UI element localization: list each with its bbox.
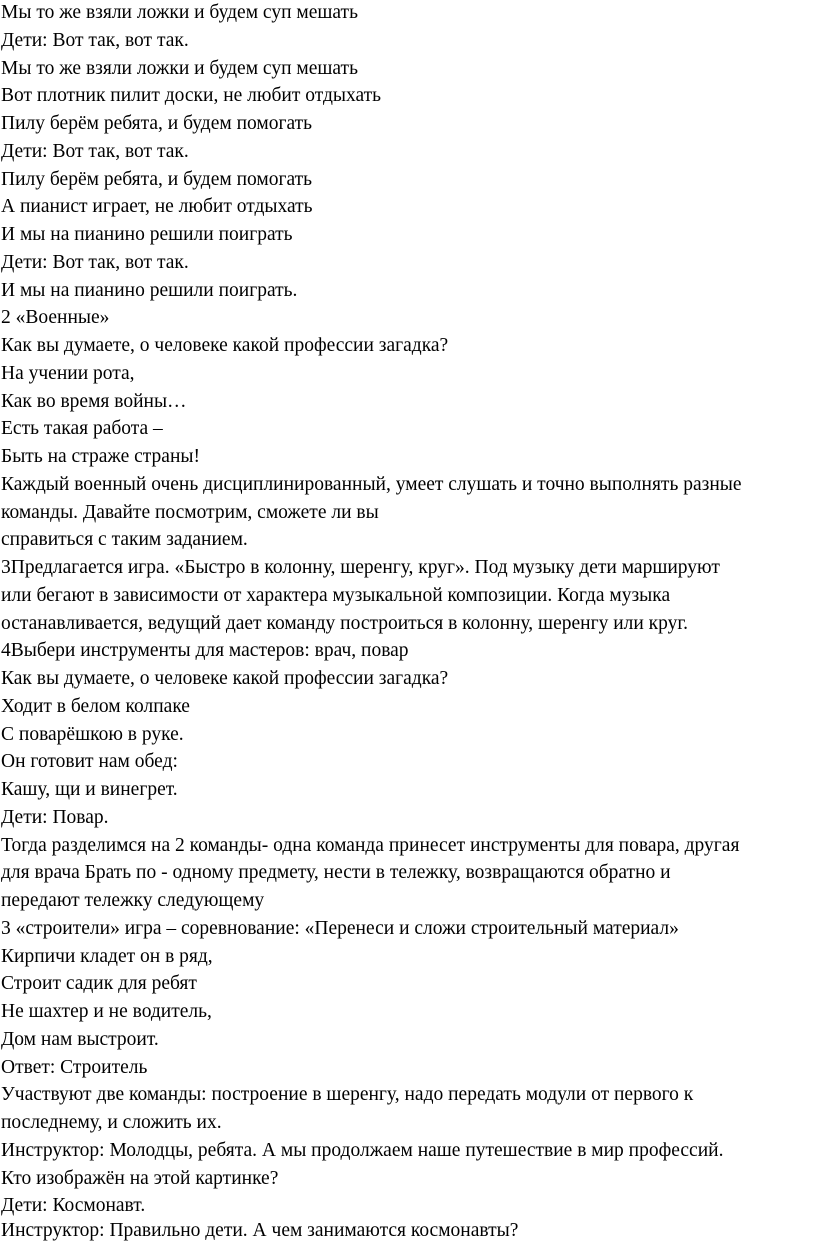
text-line: Дом нам выстроит. <box>1 1029 159 1050</box>
text-line: А пианист играет, не любит отдыхать <box>1 196 313 217</box>
text-line: Ходит в белом колпаке <box>1 696 190 717</box>
text-line: Как вы думаете, о человеке какой профессии загадка? <box>1 335 449 356</box>
text-line: Пилу берём ребята, и будем помогать <box>1 113 313 134</box>
text-line: команды. Давайте посмотрим, сможете ли вы <box>1 502 379 523</box>
text-line: Мы то же взяли ложки и будем суп мешать <box>1 2 358 23</box>
text-line: Дети: Вот так, вот так. <box>1 30 189 51</box>
text-line: Кашу, щи и винегрет. <box>1 779 178 800</box>
text-line: 4Выбери инструменты для мастеров: врач, повар <box>1 640 409 661</box>
text-line: Дети: Космонавт. <box>1 1195 146 1216</box>
text-line: Кто изображён на этой картинке? <box>1 1168 279 1189</box>
text-line: И мы на пианино решили поиграть <box>1 224 293 245</box>
text-line: Инструктор: Правильно дети. А чем занимаются космонавты? <box>1 1220 519 1241</box>
text-line: Строит садик для ребят <box>1 973 197 994</box>
text-line: И мы на пианино решили поиграть. <box>1 280 298 301</box>
text-line: Вот плотник пилит доски, не любит отдыхать <box>1 85 382 106</box>
text-line: Мы то же взяли ложки и будем суп мешать <box>1 58 358 79</box>
text-line: последнему, и сложить их. <box>1 1112 222 1133</box>
section-heading: 3 «строители» игра – соревнование: «Перенеси и сложи строительный материал» <box>1 918 679 939</box>
text-line: Пилу берём ребята, и будем помогать <box>1 169 313 190</box>
text-line: Кирпичи кладет он в ряд, <box>1 946 213 967</box>
text-line: Как вы думаете, о человеке какой профессии загадка? <box>1 668 449 689</box>
text-line: Дети: Вот так, вот так. <box>1 141 189 162</box>
text-line: Каждый военный очень дисциплинированный, умеет слушать и точно выполнять разные <box>1 474 742 495</box>
text-line: Инструктор: Молодцы, ребята. А мы продолжаем наше путешествие в мир профессий. <box>1 1140 724 1161</box>
text-line: Не шахтер и не водитель, <box>1 1001 212 1022</box>
text-line: Тогда разделимся на 2 команды- одна команда принесет инструменты для повара, другая <box>1 835 740 856</box>
text-line: останавливается, ведущий дает команду построиться в колонну, шеренгу или круг. <box>1 613 689 634</box>
text-line: На учении рота, <box>1 363 135 384</box>
text-line: С поварёшкою в руке. <box>1 724 184 745</box>
section-heading: 2 «Военные» <box>1 307 110 328</box>
text-line: или бегают в зависимости от характера музыкальной композиции. Когда музыка <box>1 585 671 606</box>
text-line: Участвуют две команды: построение в шеренгу, надо передать модули от первого к <box>1 1084 694 1105</box>
text-line: Быть на страже страны! <box>1 446 200 467</box>
text-line: для врача Брать по - одному предмету, нести в тележку, возвращаются обратно и <box>1 862 671 883</box>
text-line: Ответ: Строитель <box>1 1057 148 1078</box>
text-line: Он готовит нам обед: <box>1 751 178 772</box>
text-line: справиться с таким заданием. <box>1 529 248 550</box>
text-line: Дети: Повар. <box>1 807 109 828</box>
text-line: передают тележку следующему <box>1 890 265 911</box>
text-line: Есть такая работа – <box>1 418 163 439</box>
text-line: Дети: Вот так, вот так. <box>1 252 189 273</box>
text-line: Как во время войны… <box>1 391 187 412</box>
text-line: 3Предлагается игра. «Быстро в колонну, шеренгу, круг». Под музыку дети маршируют <box>1 557 720 578</box>
